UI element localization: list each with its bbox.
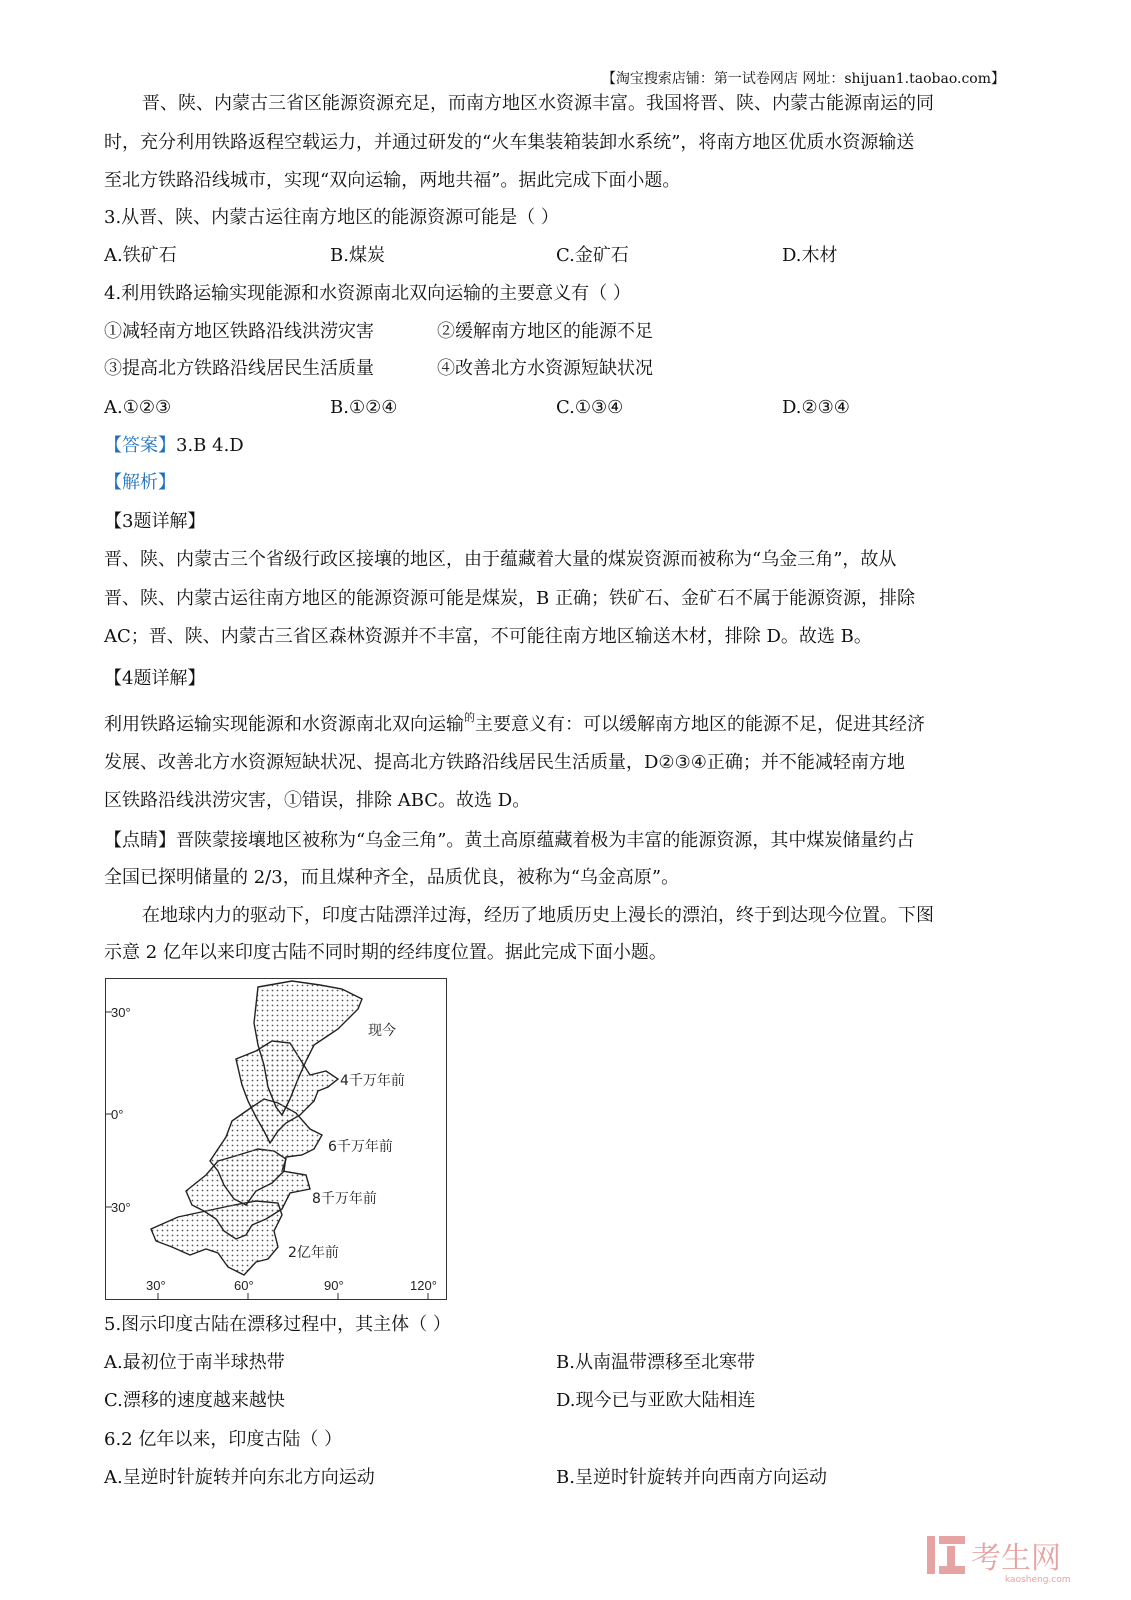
q4-detail-title: 【4题详解】 — [104, 668, 206, 689]
q4-option-c: C.①③④ — [556, 397, 624, 418]
lat-label-30s: 30° — [111, 1200, 131, 1215]
tip-line-1: 【点睛】晋陕蒙接壤地区被称为“乌金三角”。黄土高原蕴藏着极为丰富的能源资源，其中煤炭储量约占 — [104, 830, 915, 851]
q4-detail-line-1: 利用铁路运输实现能源和水资源南北双向运输$^的$主要意义有：可以缓解南方地区的能源不足，促进其经济 — [104, 711, 925, 735]
answer-label: 【答案】 — [104, 435, 176, 456]
q4-item-2: ②缓解南方地区的能源不足 — [437, 321, 653, 342]
q4-option-b: B.①②④ — [330, 397, 398, 418]
q5-option-c: C.漂移的速度越来越快 — [104, 1390, 285, 1411]
lat-label-0: 0° — [111, 1107, 124, 1122]
q5-option-b: B.从南温带漂移至北寒带 — [556, 1352, 755, 1373]
q3-option-b: B.煤炭 — [330, 245, 385, 266]
kaosheng-watermark — [925, 1532, 1095, 1586]
passage1-line-2: 时，充分利用铁路返程空载运力，并通过研发的“火车集装箱装卸水系统”，将南方地区优质水资源输送 — [104, 132, 915, 153]
lon-label-120: 120° — [410, 1278, 437, 1293]
stage-label-60ma: 6千万年前 — [328, 1139, 393, 1155]
lon-label-90: 90° — [324, 1278, 344, 1293]
q3-option-d: D.木材 — [782, 245, 838, 266]
q4-detail-line-3: 区铁路沿线洪涝灾害，①错误，排除 ABC。故选 D。 — [104, 790, 531, 811]
passage1-line-3: 至北方铁路沿线城市，实现“双向运输，两地共福”。据此完成下面小题。 — [104, 170, 681, 191]
analysis-label: 【解析】 — [104, 472, 176, 493]
passage2-line-1: 在地球内力的驱动下，印度古陆漂洋过海，经历了地质历史上漫长的漂泊，终于到达现今位置。下图 — [142, 905, 934, 926]
stage-label-80ma: 8千万年前 — [312, 1191, 377, 1207]
q6-option-b: B.呈逆时针旋转并向西南方向运动 — [556, 1467, 827, 1488]
page-header: 【淘宝搜索店铺：第一试卷网店 网址：shijuan1.taobao.com】 — [601, 71, 1005, 87]
q4-detail-line-2: 发展、改善北方水资源短缺状况、提高北方铁路沿线居民生活质量，D②③④正确；并不能减轻南方地 — [104, 752, 905, 773]
stage-label-present: 现今 — [368, 1023, 396, 1039]
q5-option-a: A.最初位于南半球热带 — [104, 1352, 285, 1373]
q6-option-a: A.呈逆时针旋转并向东北方向运动 — [104, 1467, 375, 1488]
lon-label-60: 60° — [234, 1278, 254, 1293]
q4-option-d: D.②③④ — [782, 397, 850, 418]
watermark-url: kaosheng.com — [1005, 1575, 1071, 1585]
stage-label-40ma: 4千万年前 — [340, 1073, 405, 1089]
q3-detail-line-1: 晋、陕、内蒙古三个省级行政区接壤的地区，由于蕴藏着大量的煤炭资源而被称为“乌金三角”，故从 — [104, 549, 897, 570]
q4-stem: 4.利用铁路运输实现能源和水资源南北双向运输的主要意义有（ ） — [104, 283, 631, 304]
q6-stem: 6.2 亿年以来，印度古陆（ ） — [104, 1429, 343, 1450]
passage2-line-2: 示意 2 亿年以来印度古陆不同时期的经纬度位置。据此完成下面小题。 — [104, 942, 667, 963]
passage1-line-1: 晋、陕、内蒙古三省区能源资源充足，而南方地区水资源丰富。我国将晋、陕、内蒙古能源南运的同 — [142, 93, 934, 114]
tip-line-2: 全国已探明储量的 2/3，而且煤种齐全，品质优良，被称为“乌金高原”。 — [104, 867, 680, 888]
q3-detail-title: 【3题详解】 — [104, 511, 206, 532]
q4-option-a: A.①②③ — [104, 397, 172, 418]
lat-label-30n: 30° — [111, 1005, 131, 1020]
answer-line — [104, 434, 244, 458]
q3-stem: 3.从晋、陕、内蒙古运往南方地区的能源资源可能是（ ） — [104, 207, 559, 228]
india-drift-map — [105, 978, 447, 1300]
q5-stem: 5.图示印度古陆在漂移过程中，其主体（ ） — [104, 1314, 451, 1335]
stage-label-200ma: 2亿年前 — [288, 1245, 339, 1261]
lon-label-30: 30° — [146, 1278, 166, 1293]
q4-item-3: ③提高北方铁路沿线居民生活质量 — [104, 358, 374, 379]
q3-option-a: A.铁矿石 — [104, 245, 177, 266]
q3-detail-line-3: AC；晋、陕、内蒙古三省区森林资源并不丰富，不可能往南方地区输送木材，排除 D。故选 B。 — [104, 626, 872, 647]
watermark-text: 考生网 — [971, 1541, 1061, 1576]
q4-item-4: ④改善北方水资源短缺状况 — [437, 358, 653, 379]
q4-item-1: ①减轻南方地区铁路沿线洪涝灾害 — [104, 321, 374, 342]
india-drift-map-svg — [106, 979, 446, 1299]
answer-text: 3.B 4.D — [176, 435, 244, 456]
q3-detail-line-2: 晋、陕、内蒙古运往南方地区的能源资源可能是煤炭，B 正确；铁矿石、金矿石不属于能源资源，排除 — [104, 588, 915, 609]
q3-option-c: C.金矿石 — [556, 245, 629, 266]
kaosheng-logo-icon — [927, 1536, 965, 1574]
q5-option-d: D.现今已与亚欧大陆相连 — [556, 1390, 756, 1411]
